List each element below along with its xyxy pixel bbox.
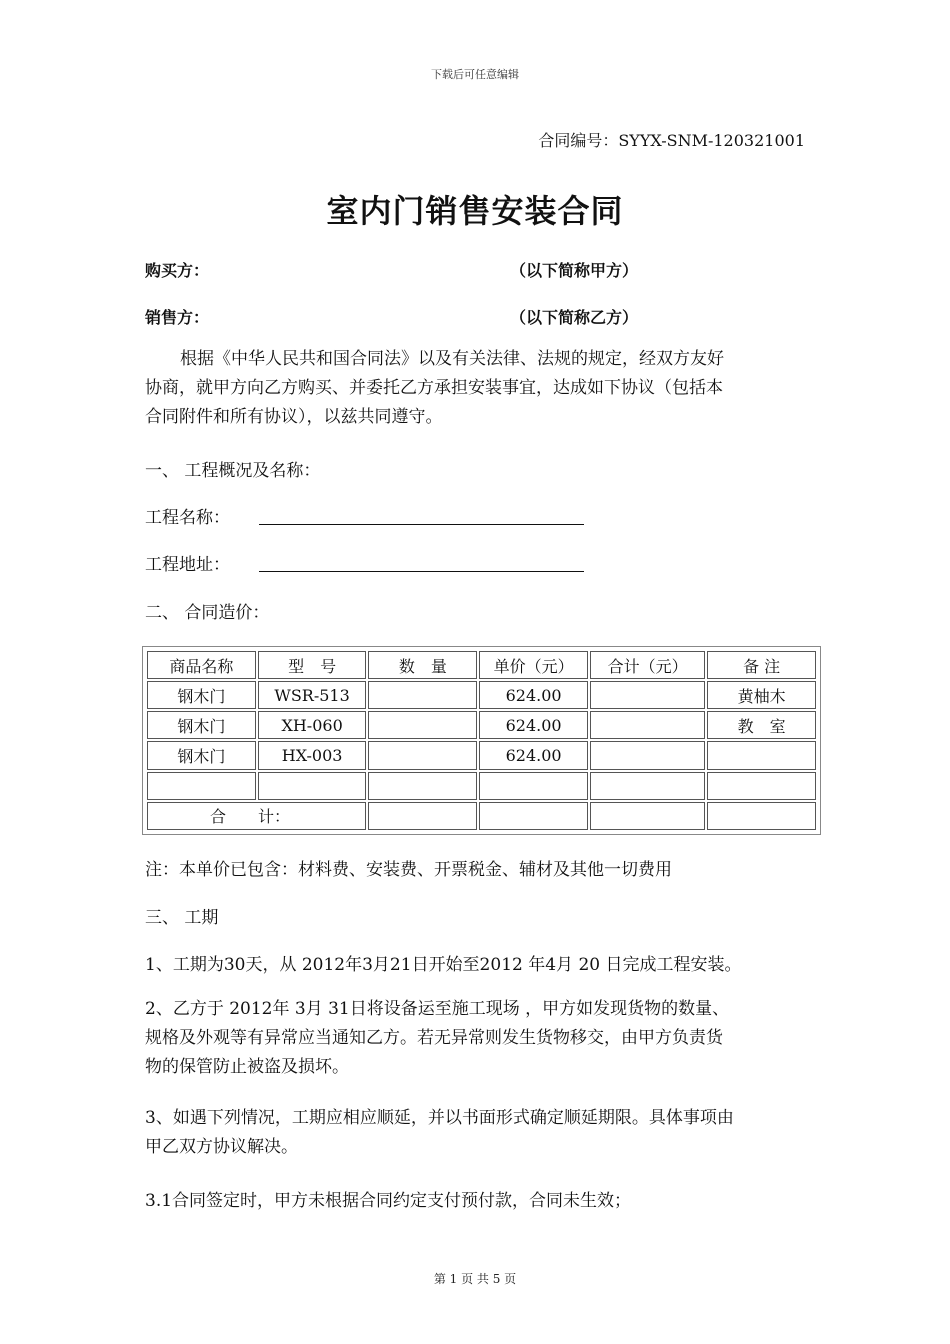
table-row [147,741,816,769]
table-cell: 教 室 [707,711,816,739]
intro-line-3: 合同附件和所有协议），以兹共同遵守。 [145,407,443,427]
table-row [147,711,816,739]
schedule-item-2-line-3: 物的保管防止被盗及损坏。 [145,1057,349,1077]
table-cell [368,681,477,709]
section2-heading: 二、 合同造价： [145,603,270,623]
section3-heading: 三、 工期 [145,908,219,928]
project-address-label: 工程地址： [145,555,230,575]
table-header: 型 号 [258,651,367,679]
table-cell [479,772,588,800]
table-cell [368,741,477,769]
table-cell: 钢木门 [147,681,256,709]
table-cell [258,772,367,800]
table-header: 数 量 [368,651,477,679]
table-header: 合计（元） [590,651,705,679]
table-cell: 624.00 [479,741,588,769]
table-cell: HX-003 [258,741,367,769]
table-header: 备 注 [707,651,816,679]
seller-alias: （以下简称乙方） [510,308,639,327]
table-row [147,681,816,709]
schedule-item-3-line-1: 3、如遇下列情况，工期应相应顺延，并以书面形式确定顺延期限。具体事项由 [145,1108,734,1128]
table-cell: 黄柚木 [707,681,816,709]
table-cell [590,741,705,769]
table-total-label: 合 计： [147,802,366,830]
page-footer: 第 1 页 共 5 页 [433,1272,517,1286]
schedule-item-2-line-1: 2、乙方于 2012年 3月 31日将设备运至施工现场 ，甲方如发现货物的数量、 [145,999,730,1019]
price-table [145,649,818,832]
buyer-label: 购买方： [145,261,210,280]
price-note: 注：本单价已包含：材料费、安装费、开票税金、辅材及其他一切费用 [145,860,672,880]
project-name-field[interactable] [259,524,584,525]
intro-line-2: 协商，就甲方向乙方购买、并委托乙方承担安装事宜，达成如下协议（包括本 [145,378,723,398]
table-cell: WSR-513 [258,681,367,709]
table-header-row [147,651,816,679]
table-cell [590,681,705,709]
table-header: 单价（元） [479,651,588,679]
contract-number: 合同编号：SYYX-SNM-120321001 [538,131,805,150]
header-note: 下载后可任意编辑 [431,68,519,81]
table-cell [707,772,816,800]
table-cell: XH-060 [258,711,367,739]
table-cell: 钢木门 [147,741,256,769]
table-cell [368,802,477,830]
table-cell [368,772,477,800]
table-header: 商品名称 [147,651,256,679]
table-cell [590,802,705,830]
table-cell [368,711,477,739]
table-cell: 624.00 [479,681,588,709]
project-name-label: 工程名称： [145,508,230,528]
table-cell [590,772,705,800]
intro-line-1: 根据《中华人民共和国合同法》以及有关法律、法规的规定，经双方友好 [180,349,724,369]
schedule-item-1: 1、工期为30天，从 2012年3月21日开始至2012 年4月 20 日完成工程安装。 [145,955,742,975]
schedule-item-3-line-2: 甲乙双方协议解决。 [145,1137,298,1157]
table-cell [707,802,816,830]
price-table-frame [142,646,821,835]
schedule-item-3-1: 3.1合同签定时，甲方未根据合同约定支付预付款，合同未生效； [145,1191,632,1211]
document-title: 室内门销售安装合同 [326,192,624,230]
table-cell [590,711,705,739]
table-cell: 钢木门 [147,711,256,739]
seller-label: 销售方： [145,308,210,327]
table-cell [147,772,256,800]
schedule-item-2-line-2: 规格及外观等有异常应当通知乙方。若无异常则发生货物移交，由甲方负责货 [145,1028,723,1048]
table-total-row [147,802,816,830]
table-cell: 624.00 [479,711,588,739]
project-address-field[interactable] [259,571,584,572]
section1-heading: 一、 工程概况及名称： [145,461,321,481]
table-cell [479,802,588,830]
buyer-alias: （以下简称甲方） [510,261,639,280]
table-row [147,772,816,800]
table-cell [707,741,816,769]
